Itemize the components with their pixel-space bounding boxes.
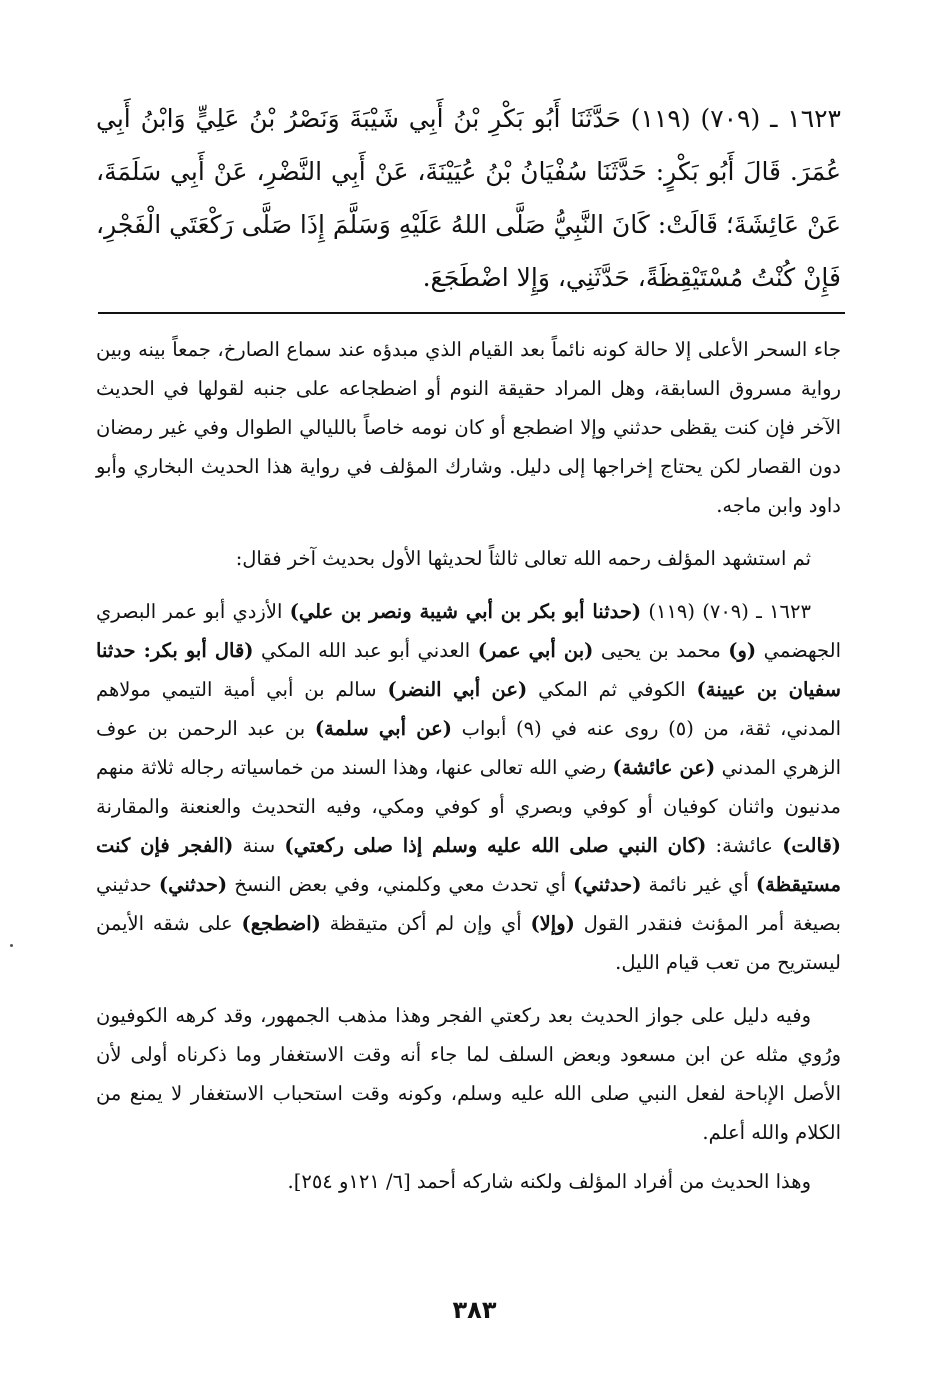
margin-speck xyxy=(10,944,13,947)
quoted-text: (قالت) xyxy=(782,834,841,857)
explanation-text: بن عبد الرحمن بن عوف الزهري المدني xyxy=(96,717,841,779)
quoted-text: (وإلا) xyxy=(530,912,575,935)
commentary-paragraph: وهذا الحديث من أفراد المؤلف ولكنه شاركه أحمد [٦/ ١٢١و ٢٥٤]. xyxy=(287,1170,811,1193)
hadith-text: ١٦٢٣ ـ (٧٠٩) (١١٩) حَدَّثَنَا أَبُو بَكْرِ بْنُ أَبِي شَيْبَةَ وَنَصْرُ بْنُ عَلِيٍّ وَابْنُ أَبِي عُمَرَ. قَالَ أَبُو بَكْرٍ: حَدَّثَنَا سُفْيَانُ بْنُ عُيَيْنَةَ، عَنْ أَبِي النَّضْرِ، عَنْ أَبِي سَلَمَةَ، عَنْ عَائِشَةَ؛ قَالَتْ: كَانَ النَّبِيُّ صَلَّى اللهُ عَلَيْهِ وَسَلَّمَ إِذَا صَلَّى رَكْعَتَي الْفَجْرِ، فَإِنْ كُنْتُ مُسْتَيْقِظَةً، حَدَّثَنِي، وَإِلا اضْطَجَعَ. xyxy=(96,104,841,292)
quoted-text: (حدثني) xyxy=(158,873,228,896)
explanation-text: أي غير نائمة xyxy=(641,873,756,896)
quoted-text: (اضطجع) xyxy=(241,912,321,935)
explanation-text: رضي الله تعالى عنها، وهذا السند من خماسياته رجاله ثلاثة منهم مدنيون واثنان كوفيان أو كوفي وبصري أو كوفي ومكي، وفيه التحديث والعنعنة والمقارنة xyxy=(96,756,841,818)
commentary-paragraph: جاء السحر الأعلى إلا حالة كونه نائماً بعد القيام الذي مبدؤه عند سماع الصارخ، جمعاً بينه وبين رواية مسروق السابقة، وهل المراد حقيقة النوم أو اضطجاعه على جنبه لقولها في الحديث الآخر فإن كنت يقظى حدثني وإلا اضطجع أو كان نومه خاصاً بالليالي الطوال وفي غير رمضان دون القصار لكن يحتاج إخراجها إلى دليل. وشارك المؤلف في رواية هذا الحديث البخاري وأبو داود وابن ماجه. xyxy=(96,338,841,517)
quoted-text: (حدثني) xyxy=(573,873,642,896)
hadith-number: ١٦٢٣ ـ (٧٠٩) (١١٩) xyxy=(641,600,811,623)
explanation-text: سنة xyxy=(233,834,285,857)
explanation-text: على شقه الأيمن ليستريح من تعب قيام الليل. xyxy=(96,912,841,974)
explanation-text: محمد بن يحيى xyxy=(593,639,729,662)
commentary xyxy=(96,330,841,1201)
quoted-text: (الفجر فإن كنت مستيقظة) xyxy=(96,834,841,896)
page-number: ٣٨٣ xyxy=(452,1296,497,1324)
quoted-text: (حدثنا أبو بكر بن أبي شيبة ونصر بن علي) xyxy=(289,600,642,623)
explanation-text: الأزدي أبو عمر البصري الجهضمي xyxy=(96,600,841,662)
separator-line xyxy=(98,312,845,314)
quoted-text: (و) xyxy=(728,639,757,662)
explanation-text: أي تحدث معي وكلمني، وفي بعض النسخ xyxy=(227,873,574,896)
explanation-text: سالم بن أبي أمية التيمي مولاهم المدني، ثقة، من (٥) روى عنه في (٩) أبواب xyxy=(96,678,842,740)
explanation-text: عائشة: xyxy=(706,834,783,857)
quoted-text: (عن عائشة) xyxy=(612,756,716,779)
explanation-text: أي وإن لم أكن متيقظة xyxy=(320,912,531,935)
explanation-text: حدثيني بصيغة أمر المؤنث فنقدر القول xyxy=(96,873,841,935)
explanation-text: الكوفي ثم المكي xyxy=(527,678,697,701)
explanation-text: العدني أبو عبد الله المكي xyxy=(253,639,478,662)
quoted-text: (قال أبو بكر: حدثنا سفيان بن عيينة) xyxy=(96,639,841,701)
quoted-text: (عن أبي النضر) xyxy=(387,678,528,701)
quoted-text: (كان النبي صلى الله عليه وسلم إذا صلى ركعتي) xyxy=(284,834,707,857)
isnad-paragraph xyxy=(96,592,841,982)
commentary-paragraph: وفيه دليل على جواز الحديث بعد ركعتي الفجر وهذا مذهب الجمهور، وقد كرهه الكوفيون ورُوي مثله عن ابن مسعود وبعض السلف لما جاء أنه وقت الاستغفار وما ذكرناه أولى لأن الأصل الإباحة لفعل النبي صلى الله عليه وسلم، وكونه وقت استحباب الاستغفار لا يمنع من الكلام والله أعلم. xyxy=(96,1004,841,1144)
quoted-text: (عن أبي سلمة) xyxy=(314,717,452,740)
quoted-text: (بن أبي عمر) xyxy=(477,639,594,662)
commentary-paragraph: ثم استشهد المؤلف رحمه الله تعالى ثالثاً لحديثها الأول بحديث آخر فقال: xyxy=(235,547,811,570)
